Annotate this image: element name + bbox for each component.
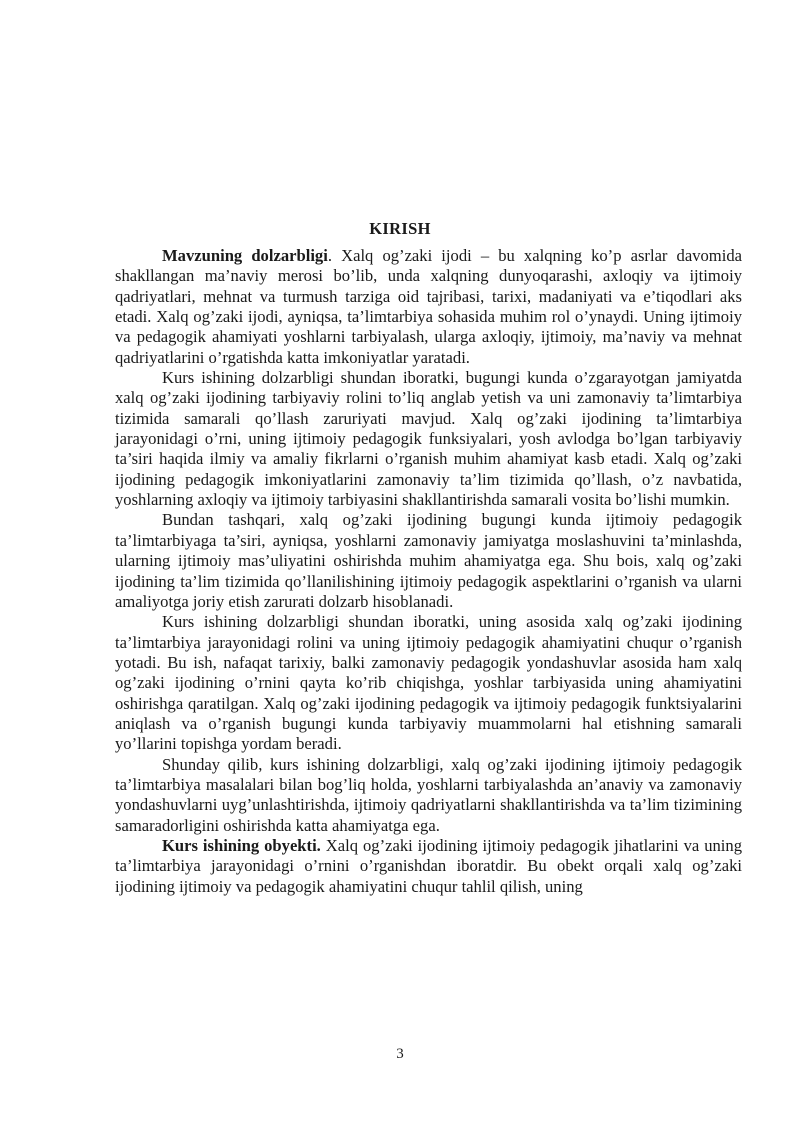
paragraph-basis (115, 612, 742, 754)
paragraph-text: Kurs ishining dolzarbligi shundan iboratki, uning asosida xalq og’zaki ijodining ta’limtarbiya jarayonidagi rolini va uning ijtimoiy pedagogik ahamiyatini chuqur o’rganish yotadi. Bu ish, nafaqat tarixiy, balki zamonaviy pedagogik yondashuvlar asosida ham xalq og’zaki ijodining o’rnini qayta ko’rib chiqishga, yoshlar tarbiyasida uning ahamiyatini oshirishga qaratilgan. Xalq og’zaki ijodining pedagogik va ijtimoiy pedagogik funktsiyalarini aniqlash va o’rganish bugungi kunda tarbiyaviy muammolarni hal etishning samarali yo’llarini topishga yordam beradi. (115, 612, 742, 754)
paragraph-conclusion (115, 755, 742, 836)
paragraph-object (115, 836, 742, 897)
paragraph-text: Kurs ishining dolzarbligi shundan iboratki, bugungi kunda o’zgarayotgan jamiyatda xalq og’zaki ijodining tarbiyaviy rolini to’liq anglab yetish va uni zamonaviy ta’limtarbiya tizimida samarali qo’llash zaruriyati mavjud. Xalq og’zaki ijodining ta’limtarbiya jarayonidagi o’rni, uning ijtimoiy pedagogik funksiyalari, yosh avlodga bo’lgan tarbiyaviy ta’siri haqida ilmiy va amaliy fikrlarni o’rganish muhim ahamiyat kasb etadi. Xalq og’zaki ijodining pedagogik imkoniyatlarini zamonaviy ta’lim tizimida qo’llash, o’z navbatida, yoshlarning axloqiy va ijtimoiy tarbiyasini shakllantirishda samarali vosita bo’lishi mumkin. (115, 368, 742, 510)
paragraph-text: . Xalq og’zaki ijodi – bu xalqning ko’p asrlar davomida shakllangan ma’naviy merosi bo’lib, unda xalqning dunyoqarashi, axloqiy va ijtimoiy qadriyatlari, mehnat va turmush tarziga oid tajribasi, tarixi, madaniyati va e’tiqodlari aks etadi. Xalq og’zaki ijodi, ayniqsa, ta’limtarbiya sohasida muhim rol o’ynaydi. Uning ijtimoiy va pedagogik ahamiyati yoshlarni tarbiyalash, ularga axloqiy, ijtimoiy, ma’naviy va mehnat qadriyatlarini o’rgatishda katta imkoniyatlar yaratadi. (115, 246, 742, 367)
paragraph-relevance-detail (115, 368, 742, 510)
page-number: 3 (396, 1046, 404, 1062)
paragraph-text: Bundan tashqari, xalq og’zaki ijodining bugungi kunda ijtimoiy pedagogik ta’limtarbiyaga ta’siri, ayniqsa, yoshlarni zamonaviy jamiyatga moslashuvini ta’minlashda, ularning ijtimoiy mas’uliyatini oshirishda muhim ahamiyatga ega. Shu bois, xalq og’zaki ijodining ta’lim tizimida qo’llanilishining ijtimoiy pedagogik aspektlarini o’rganish va ularni amaliyotga joriy etish zarurati dolzarb hisoblanadi. (115, 510, 742, 611)
section-heading: KIRISH (369, 219, 431, 238)
paragraph-relevance (115, 246, 742, 368)
paragraph-text: Xalq og’zaki ijodining ijtimoiy pedagogik jihatlarini va uning ta’limtarbiya jarayonidagi o’rnini o’rganishdan iboratdir. Bu obekt orqali xalq og’zaki ijodining ijtimoiy va pedagogik ahamiyatini chuqur tahlil qilish, uning (115, 835, 742, 896)
body-text (115, 246, 742, 897)
paragraph-additional (115, 510, 742, 612)
paragraph-text: Shunday qilib, kurs ishining dolzarbligi, xalq og’zaki ijodining ijtimoiy pedagogik ta’limtarbiya masalalari bilan bog’liq holda, yoshlarni tarbiyalashda an’anaviy va zamonaviy yondashuvlarni uyg’unlashtirishda, ijtimoiy qadriyatlarni shakllantirishda va ta’lim tizimining samaradorligini oshirishda katta ahamiyatga ega. (115, 754, 742, 835)
paragraph-lead: Mavzuning dolzarbligi (162, 246, 328, 265)
paragraph-lead: Kurs ishining obyekti. (162, 835, 321, 855)
